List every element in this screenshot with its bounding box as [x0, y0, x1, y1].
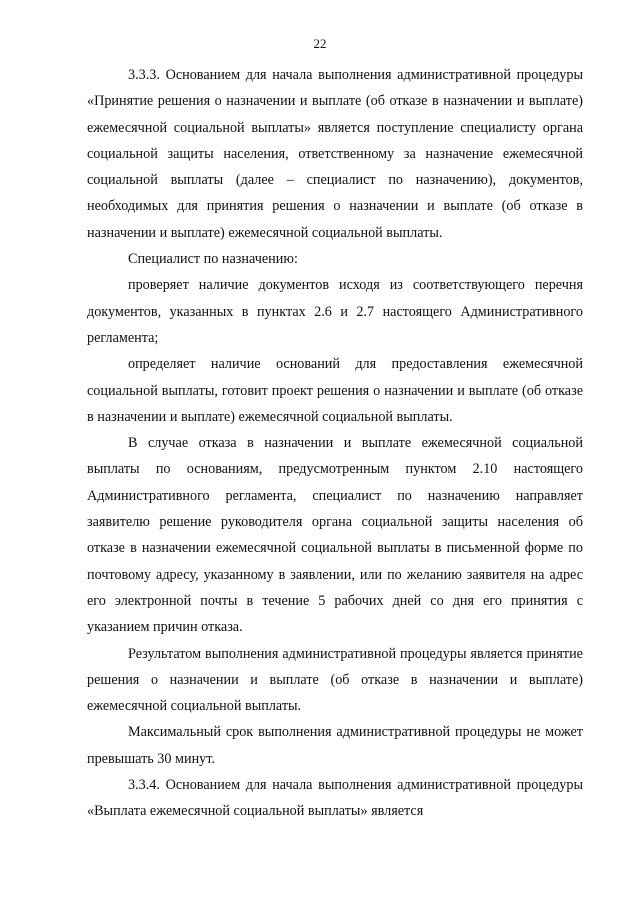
- paragraph-checks-documents: проверяет наличие документов исходя из соответствующего перечня документов, указанных в пунктах 2.6 и 2.7 настоящего Административного регламента;: [87, 277, 583, 346]
- document-body: [87, 62, 583, 825]
- paragraph-refusal-case: В случае отказа в назначении и выплате ежемесячной социальной выплаты по основаниям, предусмотренным пунктом 2.10 настоящего Административного регламента, специалист по назначению направляет заявителю решение руководителя органа социальной защиты населения об отказе в назначении ежемесячной социальной выплаты в письменной форме по почтовому адресу, указанному в заявлении, или по желанию заявителя на адрес его электронной почты в течение 5 рабочих дней со дня его принятия с указанием причин отказа.: [87, 435, 583, 636]
- paragraph-specialist-intro: Специалист по назначению:: [128, 251, 298, 268]
- paragraph-max-duration: Максимальный срок выполнения административной процедуры не может превышать 30 минут.: [87, 724, 583, 767]
- paragraph-3-3-3: 3.3.3. Основанием для начала выполнения административной процедуры «Принятие решения о назначении и выплате (об отказе в назначении и выплате) ежемесячной социальной выплаты» является поступление специалисту органа социальной защиты населения, ответственному за назначение ежемесячной социальной выплаты (далее – специалист по назначению), документов, необходимых для принятия решения о назначении и выплате (об отказе в назначении и выплате) ежемесячной социальной выплаты.: [87, 67, 583, 241]
- paragraph-3-3-4: 3.3.4. Основанием для начала выполнения административной процедуры «Выплата ежемесячной социальной выплаты» является: [87, 777, 583, 820]
- page-number: 22: [313, 36, 327, 51]
- paragraph-result: Результатом выполнения административной процедуры является принятие решения о назначении и выплате (об отказе в назначении и выплате) ежемесячной социальной выплаты.: [87, 645, 583, 715]
- paragraph-determines-grounds: определяет наличие оснований для предоставления ежемесячной социальной выплаты, готовит проект решения о назначении и выплате (об отказе в назначении и выплате) ежемесячной социальной выплаты.: [87, 356, 583, 425]
